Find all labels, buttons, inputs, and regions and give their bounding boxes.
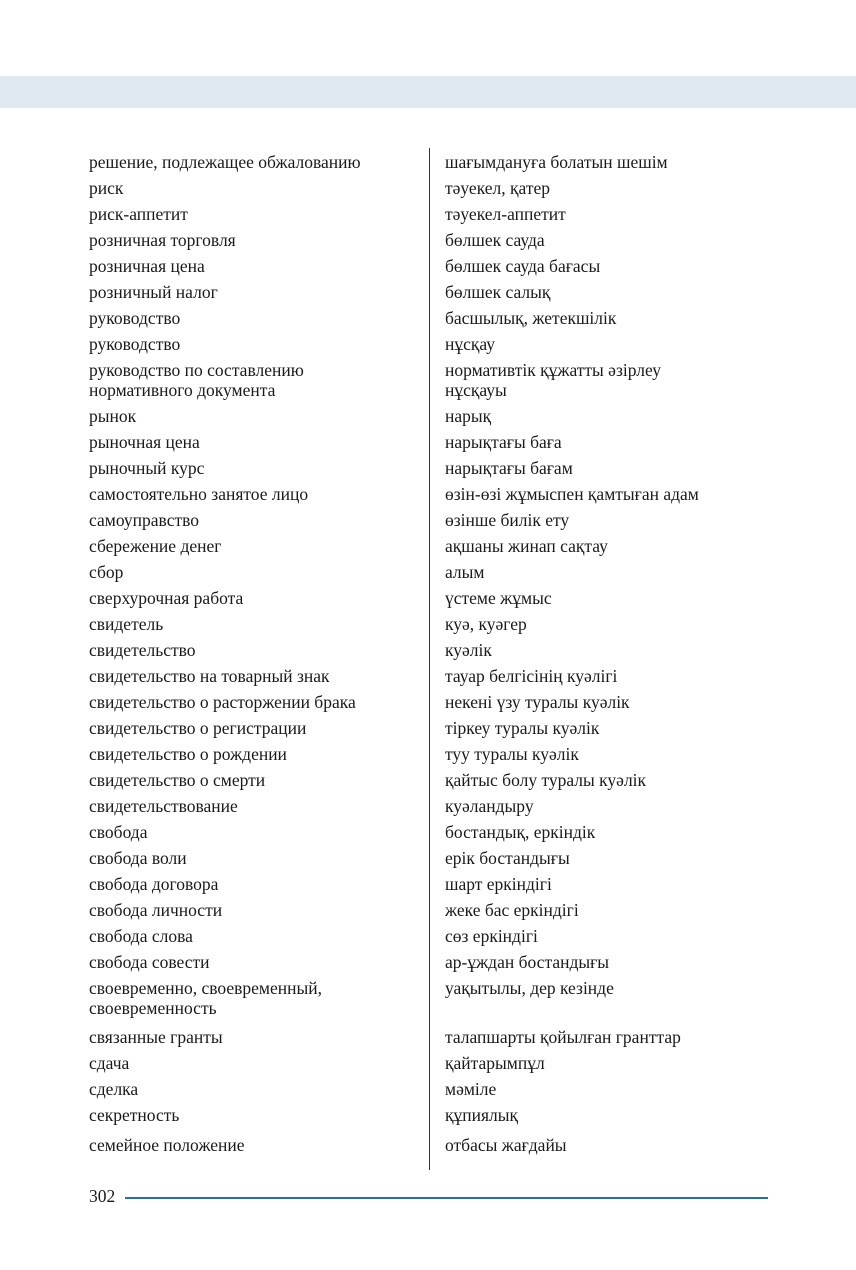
russian-term: розничная торговля [89, 230, 236, 250]
kazakh-term: уақытылы, дер кезінде [445, 978, 614, 998]
russian-term: свобода личности [89, 900, 223, 920]
glossary-row [89, 897, 769, 923]
russian-term: руководство по составлению нормативного документа [89, 360, 304, 400]
russian-term: свидетель [89, 614, 164, 634]
russian-term: сбор [89, 562, 124, 582]
russian-term: сдача [89, 1053, 130, 1073]
kazakh-term: басшылық, жетекшілік [445, 308, 617, 328]
glossary-row [89, 923, 769, 949]
russian-term: связанные гранты [89, 1027, 223, 1047]
kazakh-term: куәлік [445, 640, 492, 660]
glossary-row [89, 819, 769, 845]
russian-term: руководство [89, 308, 181, 328]
russian-term: розничная цена [89, 256, 205, 276]
russian-term: секретность [89, 1105, 180, 1125]
kazakh-term: қайтыс болу туралы куәлік [445, 770, 647, 790]
footer-rule [125, 1197, 768, 1199]
russian-term: семейное положение [89, 1135, 245, 1155]
glossary-row [89, 149, 769, 175]
glossary-row [89, 975, 769, 1024]
russian-term: свидетельство о регистрации [89, 718, 307, 738]
kazakh-term: тәуекел, қатер [445, 178, 550, 198]
kazakh-term: тауар белгісінің куәлігі [445, 666, 618, 686]
glossary-row [89, 845, 769, 871]
kazakh-term: бөлшек сауда бағасы [445, 256, 601, 276]
kazakh-term: шарт еркіндігі [445, 874, 552, 894]
kazakh-term: қайтарымпұл [445, 1053, 545, 1073]
kazakh-term: сөз еркіндігі [445, 926, 538, 946]
glossary-row [89, 1050, 769, 1076]
glossary-row [89, 331, 769, 357]
header-band [0, 76, 856, 108]
page-number: 302 [89, 1186, 116, 1206]
russian-term: свидетельство о рождении [89, 744, 287, 764]
glossary-row [89, 585, 769, 611]
glossary-row [89, 507, 769, 533]
kazakh-term: өзін-өзі жұмыспен қамтыған адам [445, 484, 699, 504]
glossary-row [89, 455, 769, 481]
glossary-row [89, 357, 769, 403]
russian-term: свидетельство о расторжении брака [89, 692, 356, 712]
glossary-row [89, 1102, 769, 1128]
kazakh-term: шағымдануға болатын шешім [445, 152, 668, 172]
kazakh-term: бөлшек салық [445, 282, 551, 302]
kazakh-term: отбасы жағдайы [445, 1135, 567, 1155]
kazakh-term: алым [445, 562, 485, 582]
kazakh-term: бөлшек сауда [445, 230, 545, 250]
glossary-row [89, 767, 769, 793]
russian-term: решение, подлежащее обжалованию [89, 152, 361, 172]
russian-term: рыночная цена [89, 432, 200, 452]
glossary-row [89, 201, 769, 227]
russian-term: своевременно, своевременный, своевременность [89, 978, 322, 1018]
kazakh-term: үстеме жұмыс [445, 588, 552, 608]
kazakh-term: ақшаны жинап сақтау [445, 536, 608, 556]
glossary-row [89, 1132, 769, 1158]
glossary-row [89, 279, 769, 305]
glossary-table [89, 149, 769, 1158]
kazakh-term: нарық [445, 406, 492, 426]
kazakh-term: жеке бас еркіндігі [445, 900, 579, 920]
russian-term: сделка [89, 1079, 139, 1099]
glossary-row [89, 741, 769, 767]
glossary-row [89, 871, 769, 897]
glossary-row [89, 793, 769, 819]
glossary-row [89, 559, 769, 585]
kazakh-term: ар-ұждан бостандығы [445, 952, 610, 972]
glossary-row [89, 305, 769, 331]
kazakh-term: куә, куәгер [445, 614, 527, 634]
glossary-row [89, 429, 769, 455]
glossary-row [89, 403, 769, 429]
glossary-row [89, 227, 769, 253]
russian-term: рыночный курс [89, 458, 205, 478]
glossary-row [89, 253, 769, 279]
russian-term: свобода [89, 822, 148, 842]
russian-term: рынок [89, 406, 137, 426]
glossary-row [89, 175, 769, 201]
kazakh-term: ерік бостандығы [445, 848, 570, 868]
glossary-row [89, 481, 769, 507]
kazakh-term: нарықтағы бағам [445, 458, 573, 478]
glossary-row [89, 689, 769, 715]
kazakh-term: талапшарты қойылған гранттар [445, 1027, 681, 1047]
kazakh-term: бостандық, еркіндік [445, 822, 596, 842]
russian-term: сверхурочная работа [89, 588, 244, 608]
glossary-row [89, 1076, 769, 1102]
glossary-row [89, 663, 769, 689]
russian-term: руководство [89, 334, 181, 354]
russian-term: свобода договора [89, 874, 219, 894]
russian-term: свобода воли [89, 848, 187, 868]
kazakh-term: тіркеу туралы куәлік [445, 718, 600, 738]
kazakh-term: құпиялық [445, 1105, 519, 1125]
russian-term: самостоятельно занятое лицо [89, 484, 309, 504]
russian-term: свидетельство на товарный знак [89, 666, 330, 686]
glossary-row [89, 1024, 769, 1050]
kazakh-term: куәландыру [445, 796, 534, 816]
kazakh-term: нормативтік құжатты әзірлеу нұсқауы [445, 360, 662, 400]
kazakh-term: некені үзу туралы куәлік [445, 692, 630, 712]
glossary-row [89, 715, 769, 741]
russian-term: самоуправство [89, 510, 200, 530]
russian-term: свидетельствование [89, 796, 238, 816]
russian-term: сбережение денег [89, 536, 222, 556]
kazakh-term: мәміле [445, 1079, 497, 1099]
russian-term: риск-аппетит [89, 204, 188, 224]
glossary-row [89, 949, 769, 975]
russian-term: свидетельство [89, 640, 196, 660]
glossary-row [89, 637, 769, 663]
kazakh-term: өзінше билік ету [445, 510, 570, 530]
glossary-row [89, 611, 769, 637]
russian-term: свобода слова [89, 926, 193, 946]
kazakh-term: нарықтағы баға [445, 432, 562, 452]
kazakh-term: туу туралы куәлік [445, 744, 579, 764]
kazakh-term: нұсқау [445, 334, 496, 354]
russian-term: риск [89, 178, 124, 198]
kazakh-term: тәуекел-аппетит [445, 204, 566, 224]
russian-term: свобода совести [89, 952, 210, 972]
glossary-row [89, 533, 769, 559]
russian-term: свидетельство о смерти [89, 770, 266, 790]
russian-term: розничный налог [89, 282, 218, 302]
